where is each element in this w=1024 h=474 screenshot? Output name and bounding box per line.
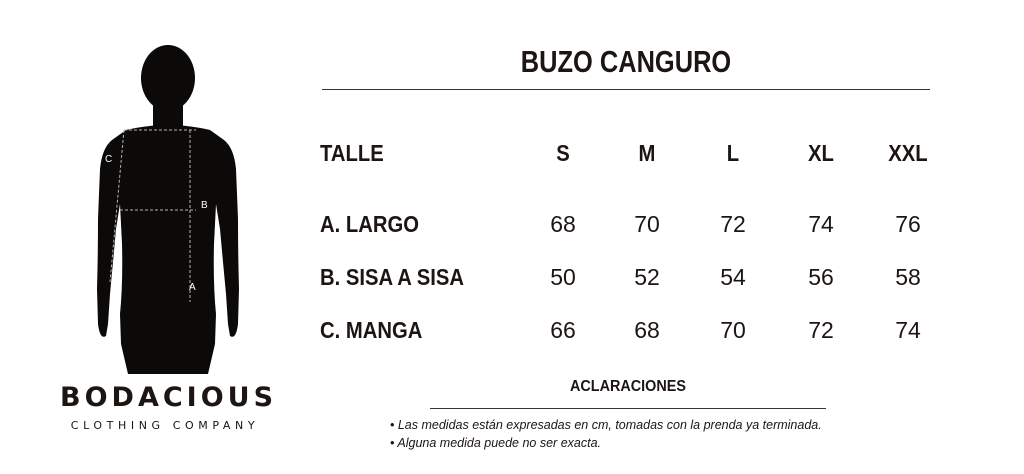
table-cell: 54	[720, 264, 746, 290]
body-silhouette-figure	[88, 44, 248, 374]
size-header-cell: L	[726, 140, 740, 166]
row-label: B. SISA A SISA	[320, 264, 464, 290]
marker-c: C	[105, 154, 113, 165]
table-cell: 68	[550, 211, 576, 237]
row-label: C. MANGA	[320, 317, 423, 343]
product-title: BUZO CANGURO	[520, 44, 732, 79]
notes-divider	[430, 408, 826, 409]
size-header-cell: XXL	[888, 140, 928, 166]
table-cell: 70	[720, 317, 746, 343]
size-header-cell: M	[638, 140, 656, 166]
table-cell: 72	[720, 211, 746, 237]
row-label: A. LARGO	[320, 211, 419, 237]
marker-a: A	[189, 282, 196, 293]
table-cell: 72	[808, 317, 834, 343]
table-cell: 50	[550, 264, 576, 290]
table-cell: 76	[895, 211, 921, 237]
size-header-cell: XL	[808, 140, 834, 166]
size-header-row	[320, 140, 940, 174]
brand-logo	[60, 382, 278, 432]
note-item: • Las medidas están expresadas en cm, tomadas con la prenda ya terminada.	[390, 418, 822, 432]
table-cell: 68	[634, 317, 660, 343]
notes-title: ACLARACIONES	[569, 378, 686, 395]
brand-tagline: CLOTHING COMPANY	[70, 419, 260, 432]
table-row	[320, 211, 940, 245]
table-cell: 66	[550, 317, 576, 343]
marker-b: B	[201, 200, 208, 211]
table-cell: 56	[808, 264, 834, 290]
size-header-cell: S	[556, 140, 570, 166]
note-item: • Alguna medida puede no ser exacta.	[390, 436, 601, 450]
table-cell: 74	[895, 317, 921, 343]
table-cell: 52	[634, 264, 660, 290]
table-cell: 70	[634, 211, 660, 237]
table-cell: 58	[895, 264, 921, 290]
table-row	[320, 317, 940, 351]
title-divider	[322, 89, 930, 90]
table-cell: 74	[808, 211, 834, 237]
size-header-label: TALLE	[320, 140, 384, 166]
brand-name: BODACIOUS	[60, 382, 278, 413]
table-row	[320, 264, 940, 298]
